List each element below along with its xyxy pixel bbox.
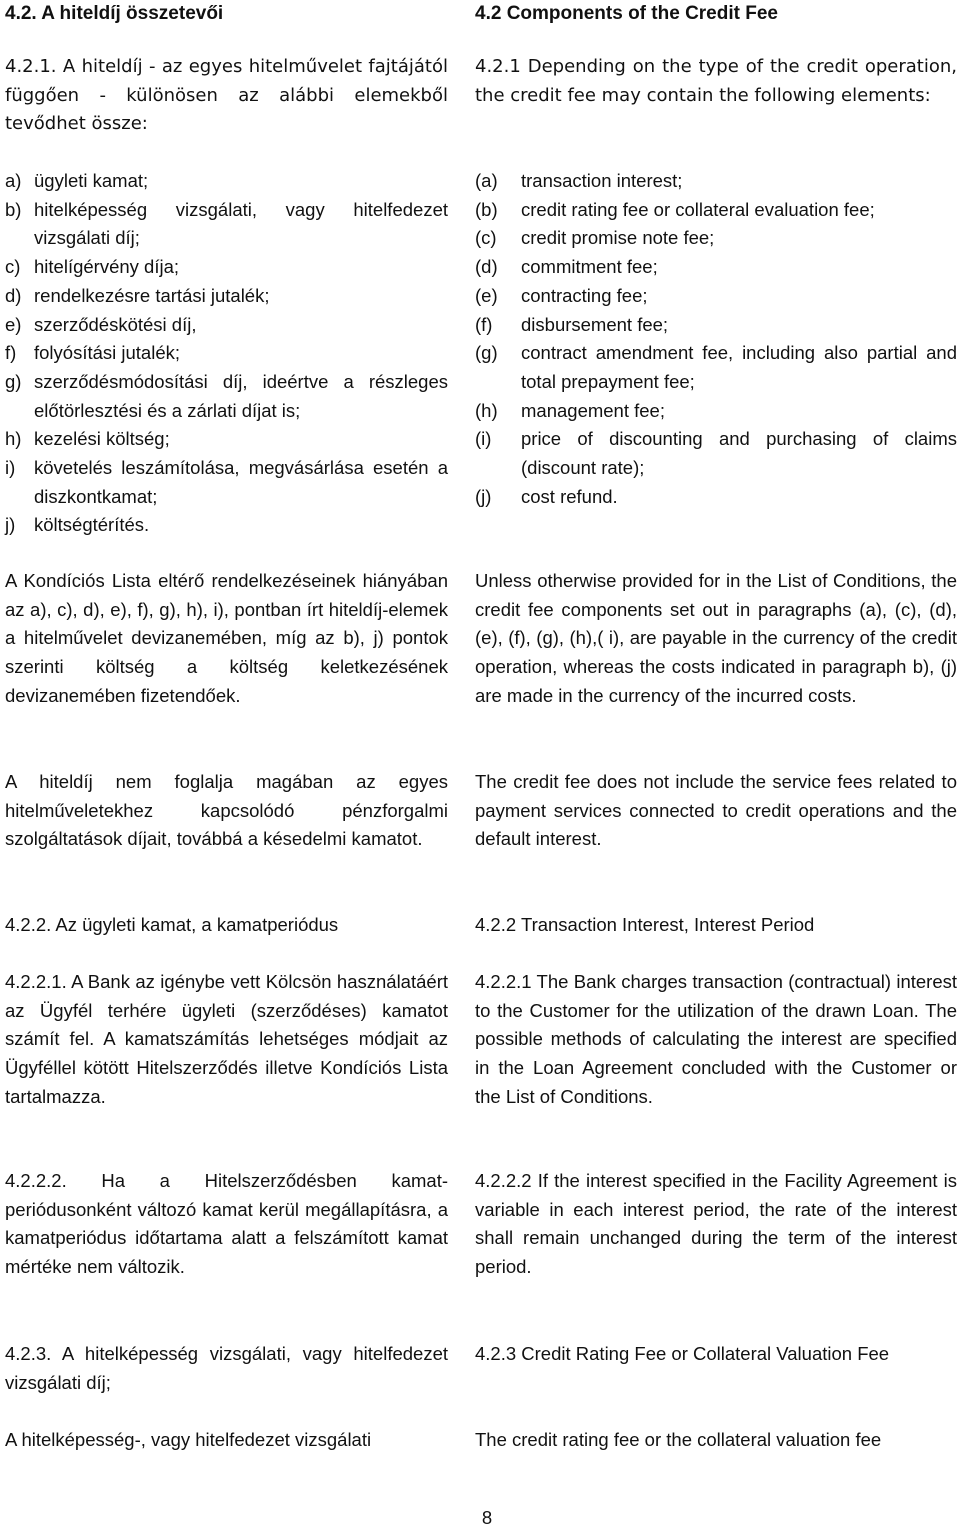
section-heading-en: 4.2 Components of the Credit Fee <box>475 3 778 24</box>
item-marker: c) <box>5 256 21 278</box>
item-marker: (g) <box>475 342 498 364</box>
item-marker: (c) <box>475 227 497 249</box>
exclusion-paragraph-en: The credit fee does not include the service fees related to payment services connected to credit operations and the default interest. <box>475 771 957 850</box>
fee-element-item <box>5 167 448 196</box>
fee-element-item <box>475 311 957 340</box>
fee-element-item <box>5 196 448 253</box>
item-marker: (e) <box>475 284 498 306</box>
fee-element-item <box>475 167 957 196</box>
item-text: ügyleti kamat; <box>34 170 149 191</box>
subsection-heading-423-hu: 4.2.3. A hitelképesség vizsgálati, vagy hitelfedezet vizsgálati díj; <box>5 1343 448 1393</box>
item-marker: d) <box>5 284 22 306</box>
item-marker: i) <box>5 457 16 479</box>
intro-paragraph-hu: 4.2.1. A hiteldíj - az egyes hitelművelet fajtájától függően - különösen az alábbi elemekből tevődhet össze: <box>5 56 448 135</box>
exclusion-paragraph-hu: A hiteldíj nem foglalja magában az egyes hitelműveletekhez kapcsolódó pénzforgalmi szolgáltatások díjait, továbbá a késedelmi kamatot. <box>5 771 448 850</box>
fee-element-item <box>475 282 957 311</box>
item-text: rendelkezésre tartási jutalék; <box>34 284 270 306</box>
paragraph-4222-hu: 4.2.2.2. Ha a Hitelszerződésben kamat-periódusonként változó kamat kerül megállapításra, a kamatperiódus időtartama alatt a felszámított kamat mértéke nem változik. <box>5 1170 448 1278</box>
fee-element-item <box>5 454 448 511</box>
fee-element-item <box>475 483 957 512</box>
item-text: disbursement fee; <box>521 313 669 335</box>
item-text: folyósítási jutalék; <box>34 342 181 364</box>
conditions-paragraph-hu: A Kondíciós Lista eltérő rendelkezéseinek hiányában az a), c), d), e), f), g), h), i), pontban írt hiteldíj-elemek a hitelművelet devizanemében, míg az b), j) pontok szerinti költség a költség keletkezésének devizanemében fizetendőek. <box>5 570 448 706</box>
paragraph-4221-en: 4.2.2.1 The Bank charges transaction (contractual) interest to the Customer for the utilization of the drawn Loan. The possible methods of calculating the interest are specified in the Loan Agreement concluded with the Customer or the List of Conditions. <box>475 971 957 1107</box>
fee-element-item <box>475 253 957 282</box>
fee-element-item <box>475 397 957 426</box>
last-paragraph-en: The credit rating fee or the collateral valuation fee <box>475 1429 882 1450</box>
item-marker: e) <box>5 313 22 335</box>
page-number: 8 <box>481 1507 493 1528</box>
item-text: commitment fee; <box>521 256 658 278</box>
fee-element-item <box>5 368 448 425</box>
fee-element-item <box>5 282 448 311</box>
item-marker: f) <box>5 342 17 364</box>
subsection-heading-423-en: 4.2.3 Credit Rating Fee or Collateral Valuation Fee <box>475 1343 890 1364</box>
item-marker: (j) <box>475 485 492 507</box>
fee-element-item <box>5 425 448 454</box>
item-text: hitelképesség vizsgálati, vagy hitelfedezet vizsgálati díj; <box>34 198 448 249</box>
last-paragraph-hu: A hitelképesség-, vagy hitelfedezet vizsgálati <box>5 1429 372 1450</box>
item-text: credit promise note fee; <box>521 227 715 249</box>
fee-element-item <box>475 196 957 225</box>
item-text: cost refund. <box>521 485 618 507</box>
paragraph-4222-en: 4.2.2.2 If the interest specified in the Facility Agreement is variable in each interest period, the rate of the interest shall remain unchanged during the term of the interest period. <box>475 1170 957 1278</box>
item-marker: j) <box>5 514 16 536</box>
item-marker: a) <box>5 170 22 191</box>
fee-element-item <box>5 253 448 282</box>
item-text: hitelígérvény díja; <box>34 256 180 278</box>
subsection-heading-422-en: 4.2.2 Transaction Interest, Interest Period <box>475 914 815 935</box>
item-text: management fee; <box>521 399 665 421</box>
intro-paragraph-en: 4.2.1 Depending on the type of the credit operation, the credit fee may contain the following elements: <box>475 56 957 106</box>
item-text: price of discounting and purchasing of claims (discount rate); <box>521 428 957 479</box>
item-text: költségtérítés. <box>34 514 150 536</box>
item-marker: (f) <box>475 313 493 335</box>
item-marker: (d) <box>475 256 498 278</box>
fee-element-item <box>5 311 448 340</box>
fee-element-item <box>475 425 957 482</box>
fee-element-item <box>475 224 957 253</box>
item-marker: (i) <box>475 428 492 450</box>
fee-element-item <box>5 339 448 368</box>
fee-element-item <box>475 339 957 396</box>
item-text: credit rating fee or collateral evaluation fee; <box>521 198 875 220</box>
fee-element-list-en <box>475 167 957 511</box>
subsection-heading-422-hu: 4.2.2. Az ügyleti kamat, a kamatperiódus <box>5 914 339 935</box>
paragraph-4221-hu: 4.2.2.1. A Bank az igénybe vett Kölcsön használatáért az Ügyfél terhére ügyleti (szerződéses) kamatot számít fel. A kamatszámítás lehetséges módjait az Ügyféllel kötött Hitelszerződés illetve Kondíciós Lista tartalmazza. <box>5 971 448 1107</box>
item-marker: h) <box>5 428 22 450</box>
item-marker: (b) <box>475 198 498 220</box>
item-marker: g) <box>5 370 22 392</box>
item-text: követelés leszámítolása, megvásárlása esetén a diszkontkamat; <box>34 457 448 507</box>
item-text: szerződésmódosítási díj, ideértve a részleges előtörlesztési és a zárlati díjat is; <box>34 370 448 421</box>
item-text: kezelési költség; <box>34 428 170 450</box>
item-marker: (h) <box>475 399 498 421</box>
item-text: szerződéskötési díj, <box>34 313 197 335</box>
fee-element-list-hu <box>5 167 448 540</box>
conditions-paragraph-en: Unless otherwise provided for in the List of Conditions, the credit fee components set out in paragraphs (a), (c), (d), (e), (f), (g), (h),( i), are payable in the currency of the credit operation, whereas the costs indicated in paragraph b), (j) are made in the currency of the incurred costs. <box>475 570 957 706</box>
item-marker: b) <box>5 198 22 220</box>
item-marker: (a) <box>475 170 498 191</box>
section-heading-hu: 4.2. A hiteldíj összetevői <box>5 3 224 24</box>
item-text: transaction interest; <box>521 170 683 191</box>
item-text: contracting fee; <box>521 284 648 306</box>
fee-element-item <box>5 511 448 540</box>
item-text: contract amendment fee, including also partial and total prepayment fee; <box>521 342 957 392</box>
